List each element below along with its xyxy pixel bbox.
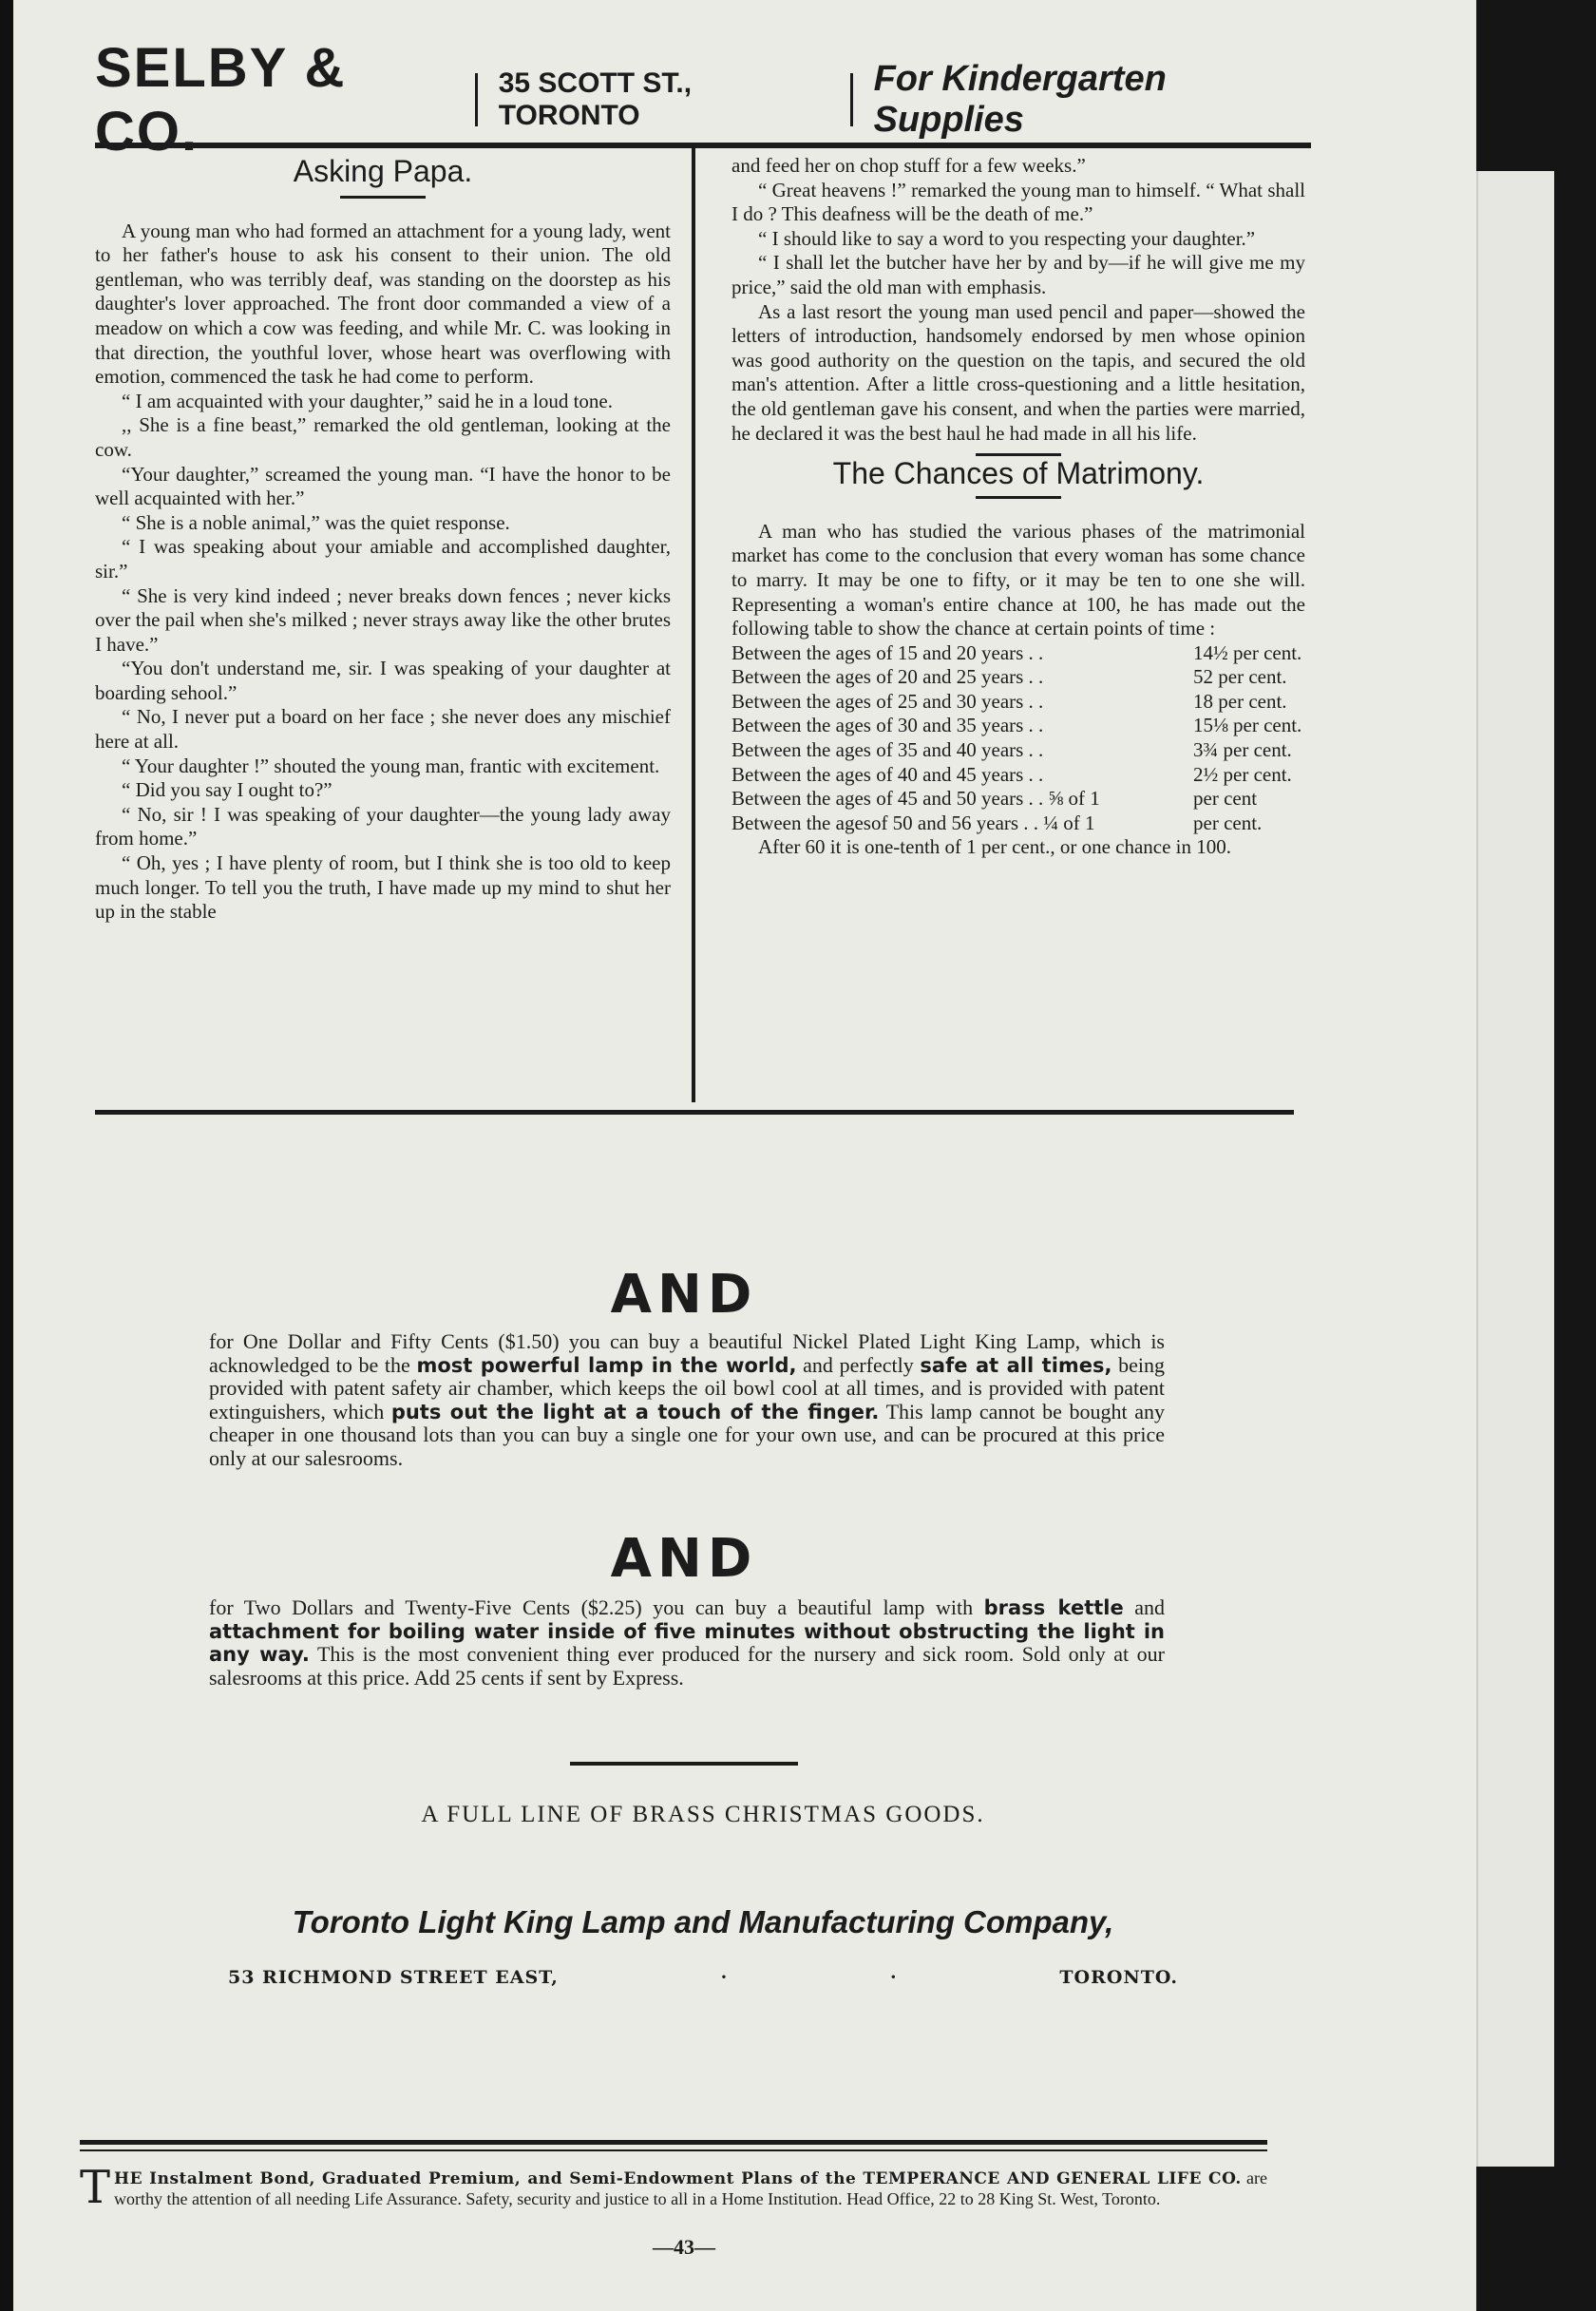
odds-row (732, 690, 1305, 715)
paragraph: After 60 it is one-tenth of 1 per cent., or one chance in 100. (758, 835, 1232, 859)
drop-cap: T (80, 2161, 111, 2214)
odds-ages: Between the agesof 50 and 56 years . . ¼ of 1 (732, 811, 1095, 834)
paragraph: “You don't understand me, sir. I was speaking of your daughter at boarding sehool.” (95, 657, 671, 704)
paragraph: “Your daughter,” screamed the young man. “I have the honor to be well acquainted with her.” (95, 462, 671, 510)
ad-emphasis: most powerful lamp in the world, (416, 1353, 797, 1377)
address-dot: · (889, 1967, 898, 1988)
page-number: —43— (653, 2235, 715, 2259)
ad-text: This is the most convenient thing ever produced for the nursery and sick room. Sold only at our salesrooms at this price. Add 25 cents if sent by Express. (209, 1642, 1165, 1690)
ad-text: This lamp cannot be bought any cheaper in one thousand lots than you can buy a single one for your own use, and can be procured at this price only at our salesrooms. (209, 1399, 1166, 1470)
paragraph: “ Your daughter !” shouted the young man, frantic with excitement. (122, 754, 660, 777)
odds-ages: Between the ages of 25 and 30 years . . (732, 689, 1044, 713)
paragraph: As a last resort the young man used pencil and paper—showed the letters of introduction, handsomely endorsed by men whose opinion was good authority on the question on the tapis, and secured the old man's attention. After a little cross-questioning and a little hesitation, the old gentleman gave his consent, and when the parties were married, he declared it was the best haul he had made in all his life. (732, 299, 1305, 445)
city: TORONTO. (1059, 1967, 1178, 1988)
section-rule (570, 1762, 798, 1766)
address-dot: · (720, 1967, 729, 1988)
ad-text: and perfectly (803, 1352, 914, 1377)
underlying-page (1476, 171, 1554, 2167)
paragraph: “ Did you say I ought to?” (122, 778, 332, 802)
column-divider (692, 143, 695, 1102)
masthead (95, 37, 1311, 162)
paragraph: “ Oh, yes ; I have plenty of room, but I think she is too old to keep much longer. To tell you the truth, I have made up my mind to shut her up in the stable (95, 851, 671, 924)
ad-emphasis: brass kettle (983, 1596, 1124, 1619)
paragraph: “ No, I never put a board on her face ; she never does any mischief here at all. (95, 705, 671, 754)
odds-chance: 3¾ per cent. (1193, 738, 1292, 762)
paragraph: “ I shall let the butcher have her by and by—if he will give me my price,” said the old man with emphasis. (732, 251, 1305, 298)
ad-emphasis: attachment for boiling water inside of five minutes without obstructing the light in any way. (209, 1619, 1165, 1666)
company-name: Toronto Light King Lamp and Manufacturing Company, (292, 1904, 1114, 1939)
odds-row (732, 787, 1305, 812)
odds-chance: 2½ per cent. (1193, 762, 1292, 786)
ad-text: for One Dollar and Fifty Cents ($1.50) you can buy a beautiful Nickel Plated Light King Lamp, which is acknowledged to be the (209, 1329, 1165, 1377)
masthead-divider (475, 73, 478, 126)
odds-chance: 52 per cent. (1193, 665, 1287, 689)
odds-ages: Between the ages of 15 and 20 years . . (732, 640, 1044, 664)
paragraph: ,, She is a fine beast,” remarked the old gentleman, looking at the cow. (95, 413, 671, 461)
paragraph: “ She is a noble animal,” was the quiet response. (122, 510, 510, 534)
article-title: Asking Papa. (293, 154, 473, 188)
masthead-address: 35 SCOTT ST., TORONTO (498, 67, 693, 131)
odds-row (732, 738, 1305, 763)
title-rule (340, 196, 426, 199)
section-rule (95, 1110, 1294, 1115)
footer-rule (80, 2140, 1267, 2145)
article-title: The Chances of Matrimony. (832, 456, 1205, 491)
masthead-name: SELBY & CO. (95, 37, 347, 162)
odds-row (732, 812, 1305, 836)
footer-advertisement (80, 2161, 1268, 2214)
paragraph: A man who has studied the various phases of the matrimonial market has come to the conclusion that every woman has some chance to marry. It may be one to fifty, or it may be ten to one she will. Representing a woman's entire chance at 100, he has made out the following table to show the chance at certain points of time : (732, 519, 1305, 640)
odds-ages: Between the ages of 45 and 50 years . . ⅝ of 1 (732, 787, 1100, 811)
lamp-advertisement (209, 1330, 1165, 1470)
brass-goods-notice: A FULL LINE OF BRASS CHRISTMAS GOODS. (421, 1802, 985, 1827)
odds-row (732, 763, 1305, 788)
odds-ages: Between the ages of 40 and 45 years . . (732, 762, 1044, 786)
odds-chance: per cent. (1193, 811, 1263, 834)
paragraph: “ She is very kind indeed ; never breaks down fences ; never kicks over the pail when she's milked ; never strays away like the other brutes I have.” (95, 583, 671, 656)
footer-rule (80, 2149, 1267, 2151)
article-asking-papa (95, 154, 671, 925)
paragraph: and feed her on chop stuff for a few weeks.” (732, 154, 1086, 177)
ad-text: being provided with patent safety air chamber, which keeps the oil bowl cool at all times, and is provided with patent extinguishers, which (209, 1352, 1166, 1423)
paragraph: “ Great heavens !” remarked the young man to himself. “ What shall I do ? This deafness will be the death of me.” (732, 178, 1305, 226)
ad-heading: AND (610, 1264, 758, 1326)
street-address: 53 RICHMOND STREET EAST, (228, 1967, 559, 1988)
ad-heading: AND (610, 1528, 758, 1590)
odds-chance: 14½ per cent. (1193, 640, 1302, 664)
odds-chance: 18 per cent. (1193, 689, 1287, 713)
footer-body: are worthy the attention of all needing Life Assurance. Safety, security and justice to all in a Home Institution. Head Office, 22 to 28 King St. West, Toronto. (114, 2168, 1268, 2208)
odds-ages: Between the ages of 35 and 40 years . . (732, 738, 1044, 762)
ad-emphasis: puts out the light at a touch of the finger. (390, 1400, 880, 1423)
paragraph: “ I was speaking about your amiable and accomplished daughter, sir.” (95, 535, 671, 583)
ad-text: for Two Dollars and Twenty-Five Cents ($2.25) you can buy a beautiful lamp with (209, 1595, 974, 1619)
right-column (732, 154, 1305, 860)
odds-chance: per cent (1193, 787, 1258, 811)
odds-ages: Between the ages of 30 and 35 years . . (732, 714, 1044, 737)
ad-text: and (1134, 1595, 1166, 1619)
odds-row (732, 641, 1305, 666)
masthead-tagline: For Kindergarten Supplies (873, 59, 1167, 140)
kettle-lamp-advertisement (209, 1596, 1165, 1690)
paragraph: “ I am acquainted with your daughter,” said he in a loud tone. (122, 389, 613, 412)
company-address (228, 1967, 1178, 1988)
odds-row (732, 665, 1305, 690)
odds-chance: 15⅛ per cent. (1193, 714, 1302, 737)
paragraph: A young man who had formed an attachment for a young lady, went to her father's house to ask his consent to their union. The old gentleman, who was terribly deaf, was standing on the doorstep as his daughter's lover approached. The front door commanded a view of a meadow on which a cow was feeding, and while Mr. C. was looking in that direction, the youthful lover, whose heart was overflowing with emotion, commenced the task he had come to perform. (95, 219, 671, 389)
odds-row (732, 714, 1305, 738)
ad-emphasis: safe at all times, (920, 1353, 1112, 1377)
title-rule (976, 496, 1061, 499)
odds-ages: Between the ages of 20 and 25 years . . (732, 665, 1044, 689)
odds-table (732, 641, 1305, 836)
paragraph: “ I should like to say a word to you respecting your daughter.” (758, 226, 1256, 250)
footer-bold: HE Instalment Bond, Graduated Premium, and Semi-Endowment Plans of the TEMPERANCE AND GENERAL LIFE CO. (114, 2169, 1242, 2188)
masthead-divider (850, 73, 853, 126)
paragraph: “ No, sir ! I was speaking of your daughter—the young lady away from home.” (95, 802, 671, 850)
